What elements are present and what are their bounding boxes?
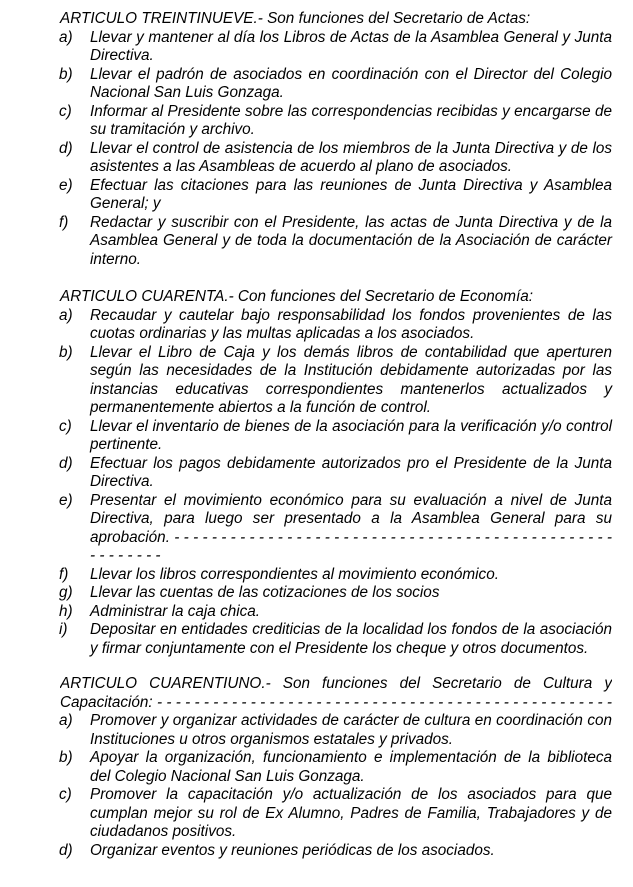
list-item — [60, 103, 612, 140]
article-41 — [60, 675, 612, 860]
item-letter: a) — [59, 712, 73, 729]
item-letter: f) — [59, 565, 69, 583]
article-heading: ARTICULO CUARENTA.- Con funciones del Secretario de Economía: — [60, 288, 533, 305]
article-39 — [60, 10, 612, 269]
item-text: Llevar el inventario de bienes de la asociación para la verificación y/o control pertinente. — [90, 417, 612, 453]
list-item — [60, 307, 612, 344]
item-text: Efectuar los pagos debidamente autorizados pro el Presidente de la Junta Directiva. — [90, 454, 612, 490]
list-item — [60, 418, 612, 455]
item-letter: c) — [59, 102, 72, 120]
item-text: Apoyar la organización, funcionamiento e implementación de la biblioteca del Colegio Nacional San Luis Gonzaga. — [90, 749, 612, 785]
list-item — [60, 786, 612, 842]
item-letter: h) — [59, 602, 73, 620]
item-text: Promover y organizar actividades de carácter de cultura en coordinación con Instituciones u otros organismos estatales y privados. — [90, 712, 612, 748]
item-letter: e) — [59, 491, 73, 509]
item-letter: e) — [59, 176, 73, 194]
item-letter: b) — [59, 65, 73, 83]
item-letter: d) — [59, 139, 73, 157]
list-item — [60, 749, 612, 786]
item-text: Presentar el movimiento económico para su evaluación a nivel de Junta Directiva, para luego ser presentado a la Asamblea General para su aprobación. - - - - - - - - - - - - - - - - - - - - - - - - - - - - - - - - - - - - - - - - - - - - - - - - - - - - - - - — [90, 491, 612, 564]
list-item — [60, 140, 612, 177]
item-text: Llevar las cuentas de las cotizaciones de los socios — [90, 584, 440, 601]
item-letter: d) — [59, 454, 73, 472]
article-heading: ARTICULO CUARENTIUNO.- Son funciones del Secretario de Cultura y Capacitación: - - - - - - - - - - - - - - - - - - - - - - - - - - - - - - - - - - - - - - - - - - - - - - - - - — [60, 675, 612, 711]
item-text: Recaudar y cautelar bajo responsabilidad los fondos provenientes de las cuotas ordinarias y las multas aplicadas a los asociados. — [90, 306, 612, 342]
item-letter: c) — [59, 786, 72, 803]
item-letter: b) — [59, 749, 73, 766]
item-letter: a) — [59, 28, 73, 46]
item-letter: g) — [59, 584, 73, 601]
list-item — [60, 66, 612, 103]
item-text: Llevar el control de asistencia de los miembros de la Junta Directiva y de los asistentes a las Asambleas de acuerdo al plano de asociados. — [90, 139, 612, 175]
item-letter: d) — [59, 841, 73, 859]
item-text: Depositar en entidades crediticias de la localidad los fondos de la asociación y firmar conjuntamente con el Presidente los cheque y otros documentos. — [90, 621, 612, 657]
list-item — [60, 603, 612, 622]
list-item — [60, 214, 612, 270]
article-heading: ARTICULO TREINTINUEVE.- Son funciones del Secretario de Actas: — [60, 10, 531, 27]
list-item — [60, 492, 612, 566]
item-letter: a) — [59, 306, 73, 324]
item-letter: i) — [59, 621, 68, 638]
item-text: Llevar y mantener al día los Libros de Actas de la Asamblea General y Junta Directiva. — [90, 28, 612, 64]
list-item — [60, 712, 612, 749]
list-item — [60, 455, 612, 492]
list-item — [60, 621, 612, 658]
item-text: Promover la capacitación y/o actualización de los asociados para que cumplan mejor su rol de Ex Alumno, Padres de Familia, Trabajadores y de ciudadanos positivos. — [90, 786, 612, 840]
list-item — [60, 566, 612, 585]
item-text: Llevar el padrón de asociados en coordinación con el Director del Colegio Nacional San Luis Gonzaga. — [90, 65, 612, 101]
item-text: Organizar eventos y reuniones periódicas de los asociados. — [90, 841, 495, 859]
list-item — [60, 177, 612, 214]
item-text: Efectuar las citaciones para las reuniones de Junta Directiva y Asamblea General; y — [90, 176, 612, 212]
list-item — [60, 842, 612, 861]
item-text: Administrar la caja chica. — [90, 602, 261, 620]
item-text: Redactar y suscribir con el Presidente, las actas de Junta Directiva y de la Asamblea General y de toda la documentación de la Asociación de carácter interno. — [90, 213, 612, 268]
item-letter: b) — [59, 343, 73, 361]
item-text: Informar al Presidente sobre las correspondencias recibidas y encargarse de su tramitación y archivo. — [90, 102, 612, 138]
article-40 — [60, 288, 612, 658]
item-letter: c) — [59, 417, 72, 435]
item-letter: f) — [59, 213, 69, 231]
list-item — [60, 29, 612, 66]
list-item — [60, 584, 612, 603]
item-text: Llevar los libros correspondientes al movimiento económico. — [90, 565, 499, 583]
item-text: Llevar el Libro de Caja y los demás libros de contabilidad que aperturen según las necesidades de la Institución debidamente autorizadas por las instancias educativas correspondientes mantenerlos actualizados y permanentemente abiertos a la función de control. — [90, 343, 612, 416]
list-item — [60, 344, 612, 418]
